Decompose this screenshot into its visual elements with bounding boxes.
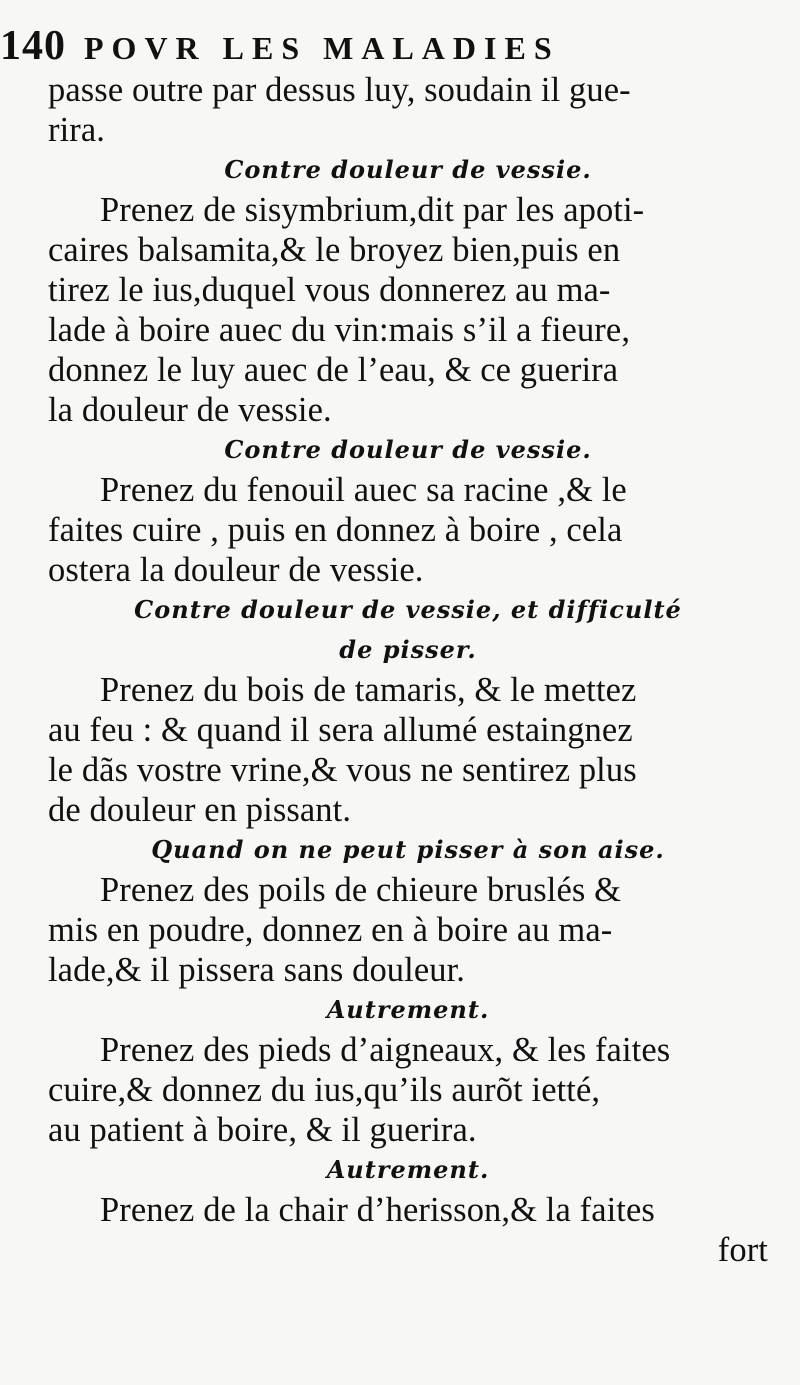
text-line: au patient à boire, & il guerira. <box>48 1111 477 1149</box>
text-line: Prenez de la chair d’herisson,& la faites <box>100 1191 655 1229</box>
text-line: mis en poudre, donnez en à boire au ma- <box>48 911 613 949</box>
text-line: lade,& il pissera sans douleur. <box>48 951 466 989</box>
text-line: cuire,& donnez du ius,qu’ils aurõt ietté, <box>48 1071 601 1109</box>
section-heading: de pisser. <box>339 635 477 664</box>
text-line: tirez le ius,duquel vous donnerez au ma- <box>48 271 611 309</box>
text-line: faites cuire , puis en donnez à boire , cela <box>48 511 623 549</box>
section-heading: Contre douleur de vessie, et difficulté <box>134 595 682 624</box>
text-line: Prenez du bois de tamaris, & le mettez <box>100 671 637 709</box>
catchword: fort <box>717 1231 768 1269</box>
text-line: lade à boire auec du vin:mais s’il a fieure, <box>48 311 631 349</box>
section-heading: Contre douleur de vessie. <box>224 155 592 184</box>
text-line: de douleur en pissant. <box>48 791 352 829</box>
text-line: rira. <box>48 111 106 149</box>
page-header <box>0 22 700 70</box>
text-line: la douleur de vessie. <box>48 391 332 429</box>
text-line: Prenez de sisymbrium,dit par les apoti- <box>100 191 645 229</box>
text-line: au feu : & quand il sera allumé estaingnez <box>48 711 633 749</box>
section-heading: Autrement. <box>326 1155 490 1184</box>
text-block <box>48 70 768 1270</box>
text-line: le dãs vostre vrine,& vous ne sentirez plus <box>48 751 637 789</box>
text-line: donnez le luy auec de l’eau, & ce guerira <box>48 351 619 389</box>
page-number: 140 <box>0 23 66 69</box>
text-line: caires balsamita,& le broyez bien,puis en <box>48 231 621 269</box>
section-heading: Quand on ne peut pisser à son aise. <box>151 835 665 864</box>
text-line: Prenez du fenouil auec sa racine ,& le <box>100 471 627 509</box>
text-line: Prenez des poils de chieure bruslés & <box>100 871 622 909</box>
text-line: ostera la douleur de vessie. <box>48 551 424 589</box>
section-heading: Autrement. <box>326 995 490 1024</box>
running-head: POVR LES MALADIES <box>84 30 560 66</box>
text-line: passe outre par dessus luy, soudain il gue- <box>48 71 631 109</box>
section-heading: Contre douleur de vessie. <box>224 435 592 464</box>
text-line: Prenez des pieds d’aigneaux, & les faites <box>100 1031 671 1069</box>
